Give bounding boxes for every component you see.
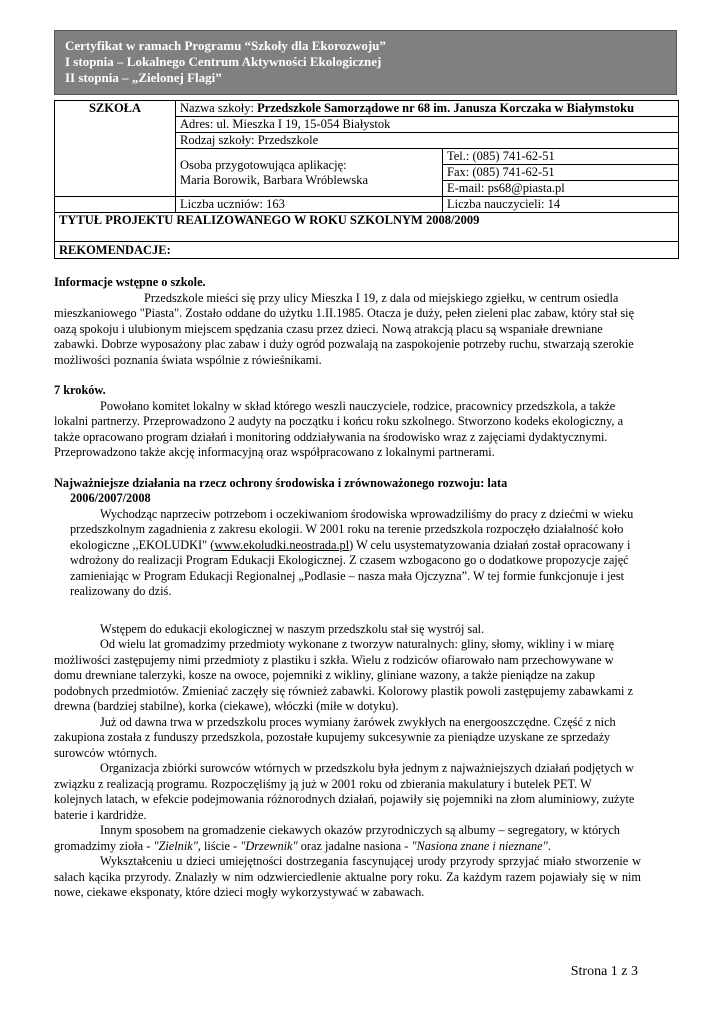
ekoludki-link[interactable]: www.ekoludki.neostrada.pl	[214, 537, 350, 552]
actions-heading-years: 2006/2007/2008	[70, 491, 151, 505]
contact-person-cell	[176, 149, 443, 197]
school-fax: Fax: (085) 741-62-51	[443, 165, 679, 181]
steps-paragraph: Powołano komitet lokalny w skład którego weszli nauczyciele, rodzice, pracownicy przedszkola, a także lokalni partnerzy. Przeprowadzono 2 audyty na początku i końcu roku szkolnego. Stworzono kodeks ekologiczny, a także opracowano program działań i monitoring oddziaływania na środowisko wraz z zajęciami dydaktycznymi. Przeprowadzono także akcję informacyjną oraz współpracowano z lokalnymi partnerami.	[54, 398, 624, 459]
drzewnik-label: "Drzewnik"	[240, 838, 298, 853]
paragraph-recycling: Organizacja zbiórki surowców wtórnych w przedszkolu była jednym z najważniejszych działań podjętych w związku z realizacją programu. Rozpoczęliśmy ją już w 2001 roku od zbierania makulatury i butelek PET. W kolejnych latach, w efekcie podejmowania różnorodnych działań, pojawiły się pojemniki na złom aluminiowy, zużyte baterie i kardridże.	[54, 761, 635, 822]
contact-names: Maria Borowik, Barbara Wróblewska	[180, 172, 369, 187]
paragraph-materials: Od wielu lat gromadzimy przedmioty wykonane z tworzyw naturalnych: gliny, słomy, wikliny i w miarę możliwości zastępujemy nimi przedmioty z plastiku i szkła. Wielu z rodziców ofiarowało nam przechowywane w domu drewniane talerzyki, kosze na owoce, pojemniki z wikliny, gliniane wazony, a także pieniądze na zakup podobnych przedmiotów. Zmieniać zaczęły się również zabawki. Kolorowy plastik powoli zastępujemy zabawkami z drewna (bardziej stabilne), korka (ciekawe), włóczki (miłe w dotyku).	[54, 637, 634, 713]
header-line-2: I stopnia – Lokalnego Centrum Aktywności Ekologicznej	[65, 54, 382, 69]
page-number: Strona 1 z 3	[570, 964, 638, 979]
paragraph-nature-corner: Wykształceniu u dzieci umiejętności dostrzegania fascynującej urody przyrody sprzyjać miało stworzenie w salach kącika przyrody. Znalazły w nim odzwierciedlenie aktualne pory roku. Za każdym razem pojawiały się w nim nowe, ciekawe eksponaty, które dzieci mogły wykorzystywać w zabawach.	[54, 854, 641, 899]
actions-heading	[54, 476, 641, 507]
actions-heading-text: Najważniejsze działania na rzecz ochrony środowiska i zrównoważonego rozwoju: lata	[54, 475, 508, 490]
actions-paragraph: Wychodząc naprzeciw potrzebom i oczekiwaniom środowiska wprowadziliśmy do pracy z dziećmi w wieku przedszkolnym zagadnienia z zakresu ekologii. W 2001 roku na terenie przedszkola rozpoczęło działalność koło ekologiczne ,,EKOLUDKI" (www.ekoludki.neostrada.pl) W celu usystematyzowania działań został opracowany i wdrożony do realizacji Program Edukacji Ekologicznej. Z czasem wzbogacono go o dodatkowe propozycje zajęć zamieniając w Program Edukacji Regionalnej „Podlasie – nasza mała Ojczyzna”. W tej formie funkcjonuje i jest realizowany do dziś.	[70, 506, 634, 598]
school-email: E-mail: ps68@piasta.pl	[443, 181, 679, 197]
teachers-count: Liczba nauczycieli: 14	[443, 197, 679, 213]
school-name-prefix: Nazwa szkoły:	[180, 101, 258, 115]
steps-heading: 7 kroków.	[54, 383, 106, 397]
school-info-table	[54, 100, 679, 259]
students-count: Liczba uczniów: 163	[176, 197, 443, 213]
paragraph-bulbs: Już od dawna trwa w przedszkolu proces wymiany żarówek zwykłych na energooszczędne. Część z nich zakupiona została z funduszy przedszkola, pozostałe kupujemy sukcesywnie za pieniądze uzyskane ze sprzedaży surowców wtórnych.	[54, 714, 616, 760]
document-body	[54, 275, 641, 901]
school-name-cell	[176, 101, 679, 117]
intro-paragraph: Przedszkole mieści się przy ulicy Mieszka I 19, z dala od miejskiego zgiełku, w centrum osiedla mieszkaniowego "Piasta". Zostało oddane do użytku 1.II.1985. Otacza je duży, pełen zieleni plac zabaw, który stał się oazą spokoju i ulubionym miejscem spędzania czasu przez dzieci. Nową atrakcją placu są wspaniałe drewniane zabawki. Dobrze wyposażony plac zabaw i duży ogród pozwalają na zaspokojenie potrzeby ruchu, stwarzają szerokie możliwości poznania świata wspólnie z rówieśnikami.	[54, 290, 635, 367]
paragraph-albums: Innym sposobem na gromadzenie ciekawych okazów przyrodniczych są albumy – segregatory, w których gromadzimy zioła - "Zielnik", liście - "Drzewnik" oraz jadalne nasiona - "Nasiona znane i nieznane".	[54, 823, 620, 853]
intro-heading: Informacje wstępne o szkole.	[54, 275, 206, 289]
school-name-value: Przedszkole Samorządowe nr 68 im. Janusza Korczaka w Białymstoku	[257, 101, 635, 115]
school-tel: Tel.: (085) 741-62-51	[443, 149, 679, 165]
project-title: TYTUŁ PROJEKTU REALIZOWANEGO W ROKU SZKOLNYM 2008/2009	[55, 213, 679, 242]
school-address: Adres: ul. Mieszka I 19, 15-054 Białystok	[176, 117, 679, 133]
recommendations-label: REKOMENDACJE:	[55, 242, 679, 259]
paragraph-decor: Wstępem do edukacji ekologicznej w naszym przedszkolu stał się wystrój sal.	[100, 621, 485, 636]
contact-label: Osoba przygotowująca aplikację:	[180, 157, 347, 172]
header-line-1: Certyfikat w ramach Programu “Szkoły dla Ekorozwoju”	[65, 38, 386, 53]
zielnik-label: "Zielnik"	[153, 838, 198, 853]
header-line-3: II stopnia – „Zielonej Flagi”	[65, 70, 222, 85]
certificate-header	[54, 30, 677, 95]
school-label: SZKOŁA	[55, 101, 176, 197]
nasiona-label: "Nasiona znane i nieznane"	[411, 838, 548, 853]
school-type: Rodzaj szkoły: Przedszkole	[176, 133, 679, 149]
